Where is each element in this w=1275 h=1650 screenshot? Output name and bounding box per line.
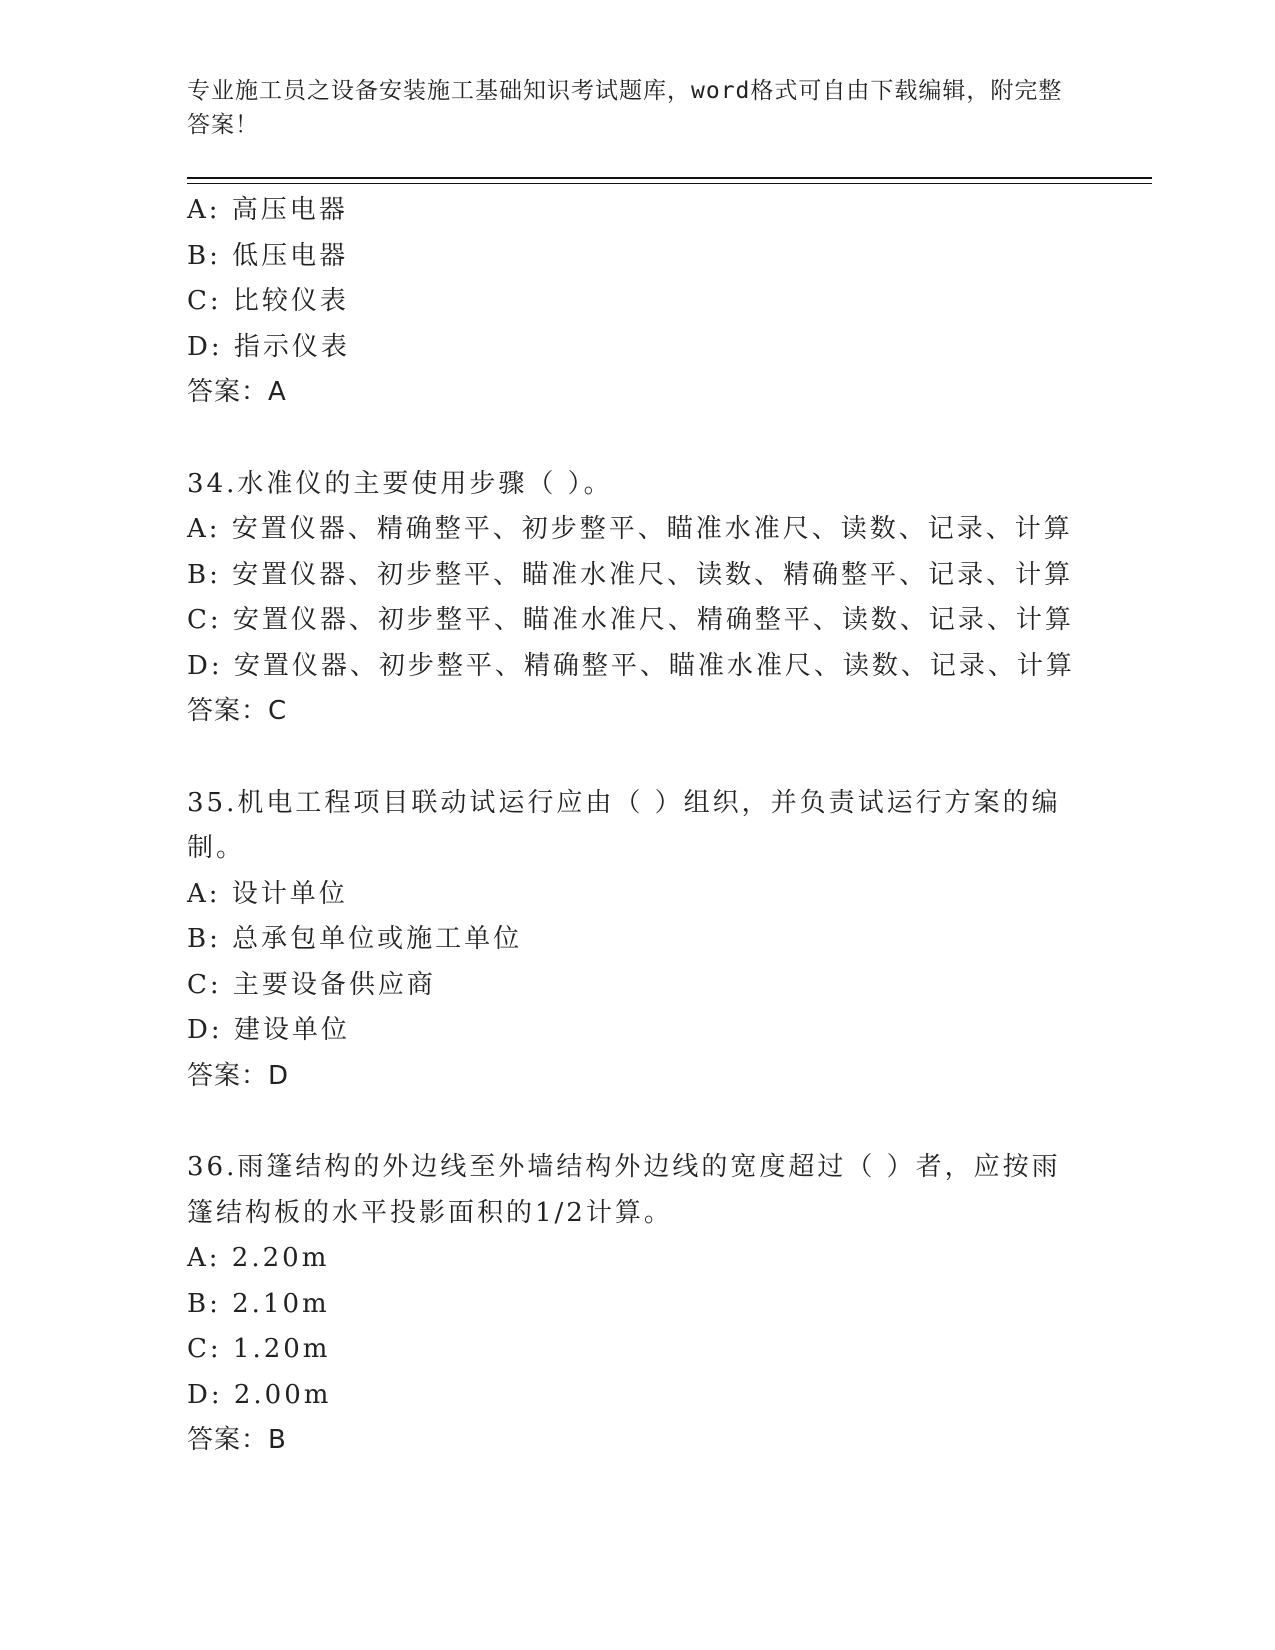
document-intro: 专业施工员之设备安装施工基础知识考试题库，word格式可自由下载编辑，附完整答案！ <box>187 78 1063 138</box>
question-text-line-2: 制。 <box>187 833 246 863</box>
question-text: 34.水准仪的主要使用步骤（ ）。 <box>187 468 613 499</box>
header-divider-thin <box>187 183 1152 184</box>
spacer <box>187 735 1087 781</box>
question-text-line-1: 36.雨篷结构的外边线至外墙结构外边线的宽度超过（ ）者，应按雨 <box>187 1152 1061 1182</box>
question-text-line-2: 篷结构板的水平投影面积的1/2计算。 <box>187 1197 673 1228</box>
spacer <box>187 1099 1087 1145</box>
option-b: B: 总承包单位或施工单位 <box>187 924 523 954</box>
option-c: C: 比较仪表 <box>187 286 349 316</box>
answer-line: 答案：C <box>187 696 288 726</box>
option-d: D: 安置仪器、初步整平、精确整平、瞄准水准尺、读数、记录、计算 <box>187 650 1075 681</box>
question-block-34 <box>187 462 1087 735</box>
option-c: C: 1.20m <box>187 1334 331 1364</box>
option-a: A: 高压电器 <box>187 195 348 225</box>
option-d: D: 2.00m <box>187 1379 332 1410</box>
question-list <box>187 188 1087 1464</box>
header-divider-thick <box>187 177 1152 179</box>
question-block-36 <box>187 1145 1087 1464</box>
option-d: D: 建设单位 <box>187 1015 350 1045</box>
option-c: C: 主要设备供应商 <box>187 969 436 1000</box>
spacer <box>187 416 1087 462</box>
question-block-33 <box>187 188 1087 416</box>
option-b: B: 安置仪器、初步整平、瞄准水准尺、读数、精确整平、记录、计算 <box>187 559 1074 590</box>
option-b: B: 2.10m <box>187 1288 330 1319</box>
option-d: D: 指示仪表 <box>187 331 350 362</box>
option-a: A: 设计单位 <box>187 878 348 909</box>
answer-line: 答案：A <box>187 377 287 407</box>
option-a: A: 安置仪器、精确整平、初步整平、瞄准水准尺、读数、记录、计算 <box>187 514 1073 544</box>
answer-line: 答案：D <box>187 1060 290 1091</box>
option-c: C: 安置仪器、初步整平、瞄准水准尺、精确整平、读数、记录、计算 <box>187 605 1074 635</box>
option-b: B: 低压电器 <box>187 240 349 271</box>
question-block-35 <box>187 781 1087 1100</box>
option-a: A: 2.20m <box>187 1243 330 1273</box>
answer-line: 答案：B <box>187 1425 287 1455</box>
question-text-line-1: 35.机电工程项目联动试运行应由（ ）组织，并负责试运行方案的编 <box>187 787 1061 818</box>
